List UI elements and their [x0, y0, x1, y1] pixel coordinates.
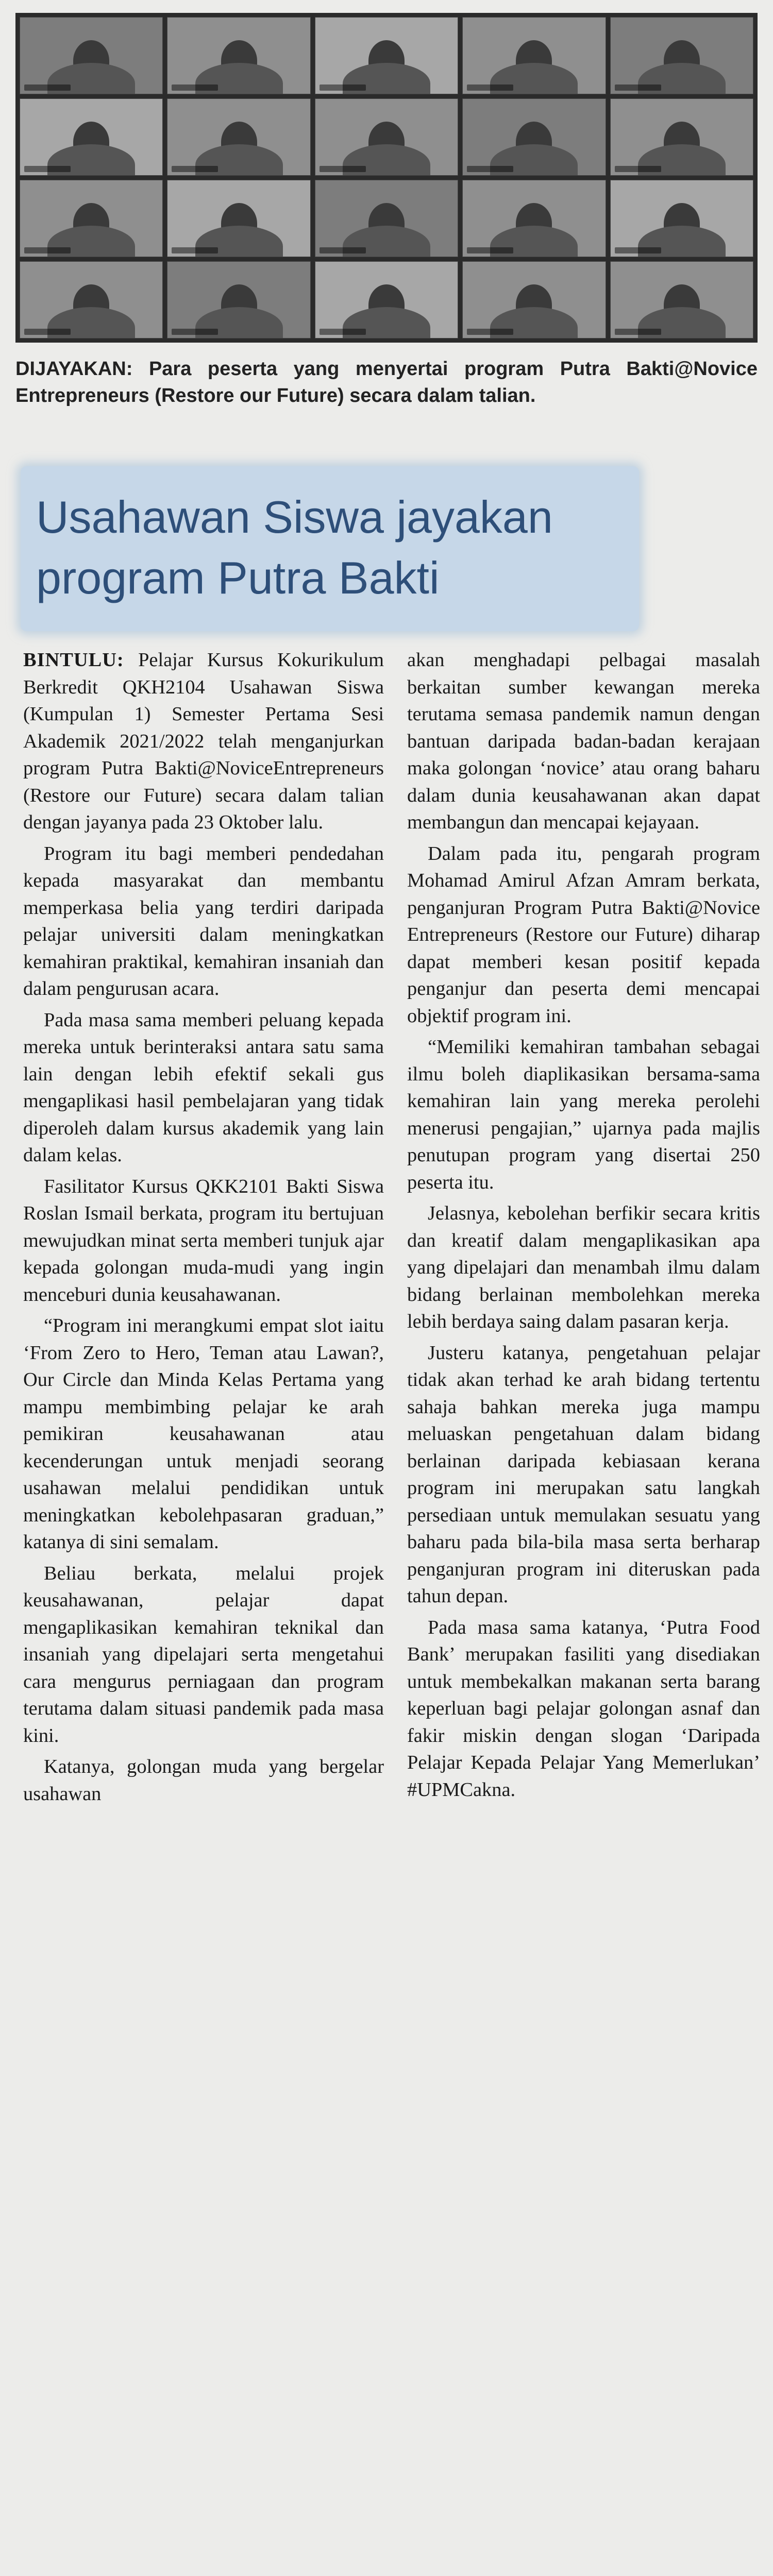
article-paragraph [407, 1340, 760, 1610]
participant-name-tag [24, 329, 71, 335]
participant-tile [20, 180, 163, 257]
article-paragraph [23, 1560, 384, 1750]
paragraph-text: Beliau berkata, melalui projek keusahawanan, pelajar dapat mengaplikasikan kemahiran teknikal dan insaniah yang dipelajari serta mengetahui cara mengurus perniagaan dan program terutama dalam situasi pandemik pada masa kini. [23, 1562, 384, 1747]
paragraph-text: Dalam pada itu, pengarah program Mohamad Amirul Afzan Amram berkata, penganjuran Program Putra Bakti@Novice Entrepreneurs (Restore our Future) diharap dapat memberi kesan positif kepada penganjur dan peserta demi mencapai objektif program ini. [407, 842, 760, 1027]
participant-tile [610, 261, 753, 338]
article-paragraph [23, 647, 384, 836]
article-paragraph [407, 1033, 760, 1196]
participant-tile [167, 261, 310, 338]
photo-caption [15, 355, 758, 409]
participant-name-tag [172, 329, 218, 335]
participant-tile [462, 17, 606, 94]
participant-name-tag [24, 247, 71, 253]
participant-name-tag [615, 329, 661, 335]
participant-tile [167, 17, 310, 94]
participant-tile [462, 98, 606, 176]
participant-tile [167, 180, 310, 257]
participant-tile [610, 17, 753, 94]
participant-name-tag [467, 166, 513, 172]
article-column-right [407, 647, 760, 1807]
caption-text: Para peserta yang menyertai program Putra Bakti@Novice Entrepreneurs (Restore our Future) secara dalam talian. [15, 358, 758, 406]
participant-name-tag [320, 247, 366, 253]
article-paragraph [407, 840, 760, 1030]
paragraph-text: akan menghadapi pelbagai masalah berkaitan sumber kewangan mereka terutama semasa pandemik namun dengan bantuan daripada badan-badan kerajaan maka golongan ‘novice’ atau orang baharu dalam dunia keusahawanan akan dapat membangun dan mencapai kejayaan. [407, 649, 760, 833]
dateline: BINTULU: [23, 649, 124, 671]
participant-tile [20, 17, 163, 94]
participant-name-tag [467, 329, 513, 335]
paragraph-text: Pelajar Kursus Kokurikulum Berkredit QKH2104 Usahawan Siswa (Kumpulan 1) Semester Pertama Sesi Akademik 2021/2022 telah menganjurkan program Putra Bakti@NoviceEntrepreneurs (Restore our Future) secara dalam talian dengan jayanya pada 23 Oktober lalu. [23, 649, 384, 833]
paragraph-text: Program itu bagi memberi pendedahan kepada masyarakat dan membantu memperkasa belia yang terdiri daripada pelajar universiti dalam meningkatkan kemahiran praktikal, kemahiran insaniah dan dalam pengurusan acara. [23, 842, 384, 999]
participant-tile [462, 180, 606, 257]
participant-name-tag [320, 84, 366, 91]
paragraph-text: Justeru katanya, pengetahuan pelajar tidak akan terhad ke arah bidang tertentu sahaja bahkan mereka juga mampu meluaskan pengetahuan dalam bidang berlainan daripada kebiasaan kerana program ini merupakan satu langkah persediaan untuk memulakan sesuatu yang baharu pada bila-bila masa serta berharap penganjuran program ini diteruskan pada tahun depan. [407, 1342, 760, 1607]
article-paragraph [407, 1614, 760, 1804]
video-call-photo [15, 13, 758, 343]
paragraph-text: Fasilitator Kursus QKK2101 Bakti Siswa Roslan Ismail berkata, program itu bertujuan mewujudkan minat serta memberi tunjuk ajar kepada golongan muda-mudi yang ingin menceburi dunia keusahawanan. [23, 1175, 384, 1306]
article-paragraph [407, 647, 760, 836]
article-paragraph [23, 840, 384, 1003]
participant-tile [20, 261, 163, 338]
participant-tile [315, 180, 458, 257]
article-paragraph [407, 1200, 760, 1335]
participant-tile [20, 98, 163, 176]
participant-name-tag [24, 84, 71, 91]
caption-label: DIJAYAKAN: [15, 358, 133, 380]
participant-name-tag [172, 166, 218, 172]
participant-name-tag [615, 166, 661, 172]
participant-tile [610, 180, 753, 257]
participant-name-tag [467, 84, 513, 91]
participant-name-tag [615, 84, 661, 91]
paragraph-text: Pada masa sama katanya, ‘Putra Food Bank’ merupakan fasiliti yang disediakan untuk membekalkan makanan serta barang keperluan bagi pelajar golongan asnaf dan fakir miskin dengan slogan ‘Daripada Pelajar Kepada Pelajar Yang Memerlukan’ #UPMCakna. [407, 1616, 760, 1801]
participant-name-tag [467, 247, 513, 253]
article-paragraph [23, 1007, 384, 1169]
participant-name-tag [24, 166, 71, 172]
participant-name-tag [320, 166, 366, 172]
participant-tile [610, 98, 753, 176]
participant-name-tag [320, 329, 366, 335]
paragraph-text: Jelasnya, kebolehan berfikir secara kritis dan kreatif dalam mengaplikasikan apa yang dipelajari dan menambah ilmu dalam bidang berlainan membolehkan mereka lebih berdaya saing dalam pasaran kerja. [407, 1202, 760, 1332]
headline: Usahawan Siswa jayakan program Putra Bakti [36, 492, 553, 603]
paragraph-text: Katanya, golongan muda yang bergelar usahawan [23, 1756, 384, 1805]
participant-name-tag [172, 84, 218, 91]
paragraph-text: “Program ini merangkumi empat slot iaitu ‘From Zero to Hero, Teman atau Lawan?, Our Circle dan Minda Kelas Pertama yang mampu membimbing pelajar ke arah pemikiran keusahawanan atau kecenderungan untuk menjadi seorang usahawan melalui pendidikan untuk meningkatkan kebolehpasaran graduan,” katanya di sini semalam. [23, 1315, 384, 1553]
article-paragraph [23, 1173, 384, 1309]
participant-tile [315, 17, 458, 94]
article-paragraph [23, 1753, 384, 1807]
article-paragraph [23, 1312, 384, 1556]
participant-tile [315, 261, 458, 338]
article-column-left [23, 647, 384, 1811]
paragraph-text: “Memiliki kemahiran tambahan sebagai ilmu boleh diaplikasikan bersama-sama kemahiran lain yang mereka perolehi menerusi pengajian,” ujarnya pada majlis penutupan program yang disertai 250 peserta itu. [407, 1036, 760, 1193]
participant-tile [462, 261, 606, 338]
participant-tile [315, 98, 458, 176]
participant-name-tag [172, 247, 218, 253]
participant-name-tag [615, 247, 661, 253]
paragraph-text: Pada masa sama memberi peluang kepada mereka untuk berinteraksi antara satu sama lain dengan lebih efektif sekali gus mengaplikasi hasil pembelajaran yang tidak diperoleh dalam kursus akademik yang lain dalam kelas. [23, 1009, 384, 1166]
participant-tile [167, 98, 310, 176]
